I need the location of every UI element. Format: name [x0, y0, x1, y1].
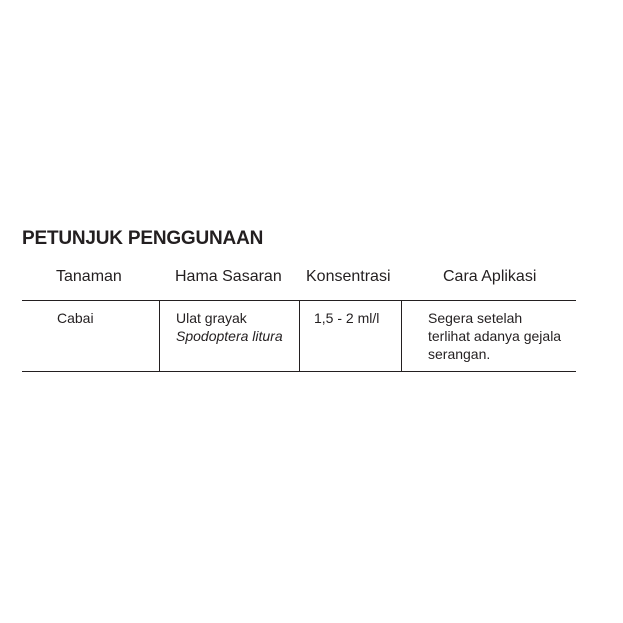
- table-bottom-border: [22, 371, 576, 372]
- column-divider-3: [401, 300, 402, 372]
- cell-tanaman: Cabai: [57, 310, 94, 326]
- aplikasi-line-2: terlihat adanya gejala: [428, 328, 562, 344]
- aplikasi-line-1: Segera setelah: [428, 310, 523, 326]
- cell-cara-aplikasi: [428, 309, 561, 363]
- header-konsentrasi: Konsentrasi: [306, 268, 391, 285]
- aplikasi-line-3: serangan.: [428, 346, 491, 362]
- section-heading: PETUNJUK PENGGUNAAN: [22, 228, 264, 249]
- cell-hama-sasaran: [176, 309, 283, 345]
- column-divider-1: [159, 300, 160, 372]
- column-divider-2: [299, 300, 300, 372]
- header-hama-sasaran: Hama Sasaran: [175, 268, 282, 285]
- hama-common-name: Ulat grayak: [176, 310, 247, 326]
- cell-konsentrasi: 1,5 - 2 ml/l: [314, 310, 380, 326]
- hama-scientific-name: Spodoptera litura: [176, 328, 283, 344]
- header-cara-aplikasi: Cara Aplikasi: [443, 268, 537, 285]
- header-tanaman: Tanaman: [56, 268, 122, 285]
